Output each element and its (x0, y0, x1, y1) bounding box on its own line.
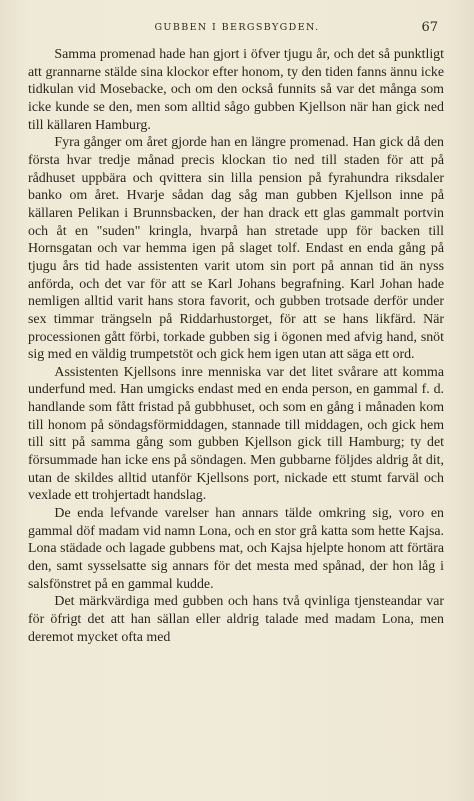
page-header (30, 20, 444, 36)
paragraph: Samma promenad hade han gjort i öfver tjugu år, och det så punktligt att grannarne stälde sina klockor efter honom, ty den tiden fanns ännu icke tidkulan vid Mosebacke, och om den också funnits så var det många som icke kunde se den, men som alltid sågo gubben Kjellson när han gick ned till källaren Hamburg. (28, 47, 444, 133)
paragraph: Det märkvärdiga med gubben och hans två qvinliga tjensteandar var för öfrigt det att han sällan eller aldrig talade med madam Lona, men deremot mycket ofta med (28, 594, 444, 645)
page-number: 67 (421, 20, 438, 35)
body-text (28, 46, 444, 646)
paragraph: Fyra gånger om året gjorde han en längre promenad. Han gick då den första hvar tredje månad precis klockan tio ned till staden för att på rådhuset uppbära och qvittera sin lilla pension på fyrahundra riksdaler banko om året. Hvarje sådan dag såg man gubben Kjellson inne på källaren Pelikan i Brunnsbacken, der han drack ett glas gammalt portvin och åt en "suden" kringla, hvarpå han stretade upp för backen till Hornsgatan och var hemma igen på slaget tolf. Endast en enda gång på tjugu års tid hade assistenten varit utom sin port på annan tid än nyss anförda, och det var för att se Karl Johans begrafning. Karl Johan hade nemligen alltid varit hans stora favorit, och gubben trotsade derför under sex timmar trängseln på Riddarhustorget, för att se hans likfärd. När processionen gått förbi, torkade gubben sig i ögonen med afvig hand, snöt sig med en väldig trumpetstöt och gick hem igen utan att säga ett ord. (28, 135, 444, 363)
running-head: GUBBEN I BERGSBYGDEN. (154, 22, 320, 33)
paragraph: De enda lefvande varelser han annars tälde omkring sig, voro en gammal döf madam vid namn Lona, och en stor grå katta som hette Kajsa. Lona städade och lagade gubbens mat, och Kajsa hjelpte honom att förtära den, samt sysselsatte sig annars för det mesta med spånad, der hon låg i salsfönstret på en gammal kudde. (28, 506, 444, 592)
paragraph: Assistenten Kjellsons inre menniska var det litet svårare att komma underfund med. Han umgicks endast med en enda person, en gammal f. d. handlande som fått fristad på gubbhuset, och som en gång i månaden kom till honom på söndagsförmiddagen, stannade till middagen, och gick hem till sitt på samma gång som gubben Kjellson gick till Hamburg; ty det försummade han icke ens på söndagen. Men gubbarne följdes aldrig åt dit, utan de skildes alltid utanför Kjellsons port, nickade ett stumt farväl och vexlade ett trohjertadt handslag. (28, 364, 444, 504)
